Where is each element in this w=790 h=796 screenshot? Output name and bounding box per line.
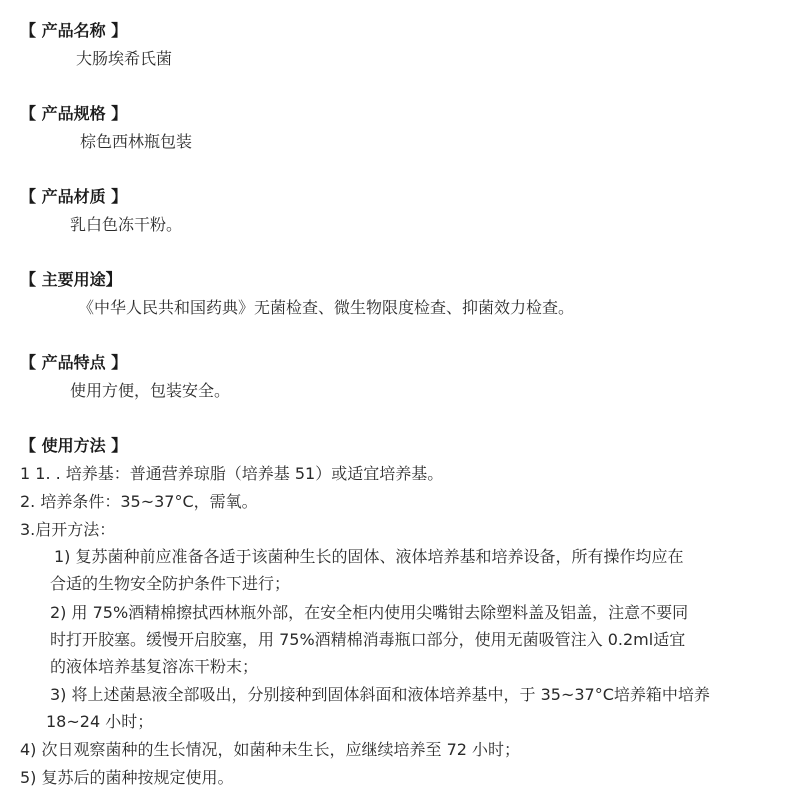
method-line: 4) 次日观察菌种的生长情况，如菌种未生长，应继续培养至 72 小时； <box>20 740 521 759</box>
method-line: 2) 用 75%酒精棉擦拭西林瓶外部，在安全柜内使用尖嘴钳去除塑料盖及铝盖，注意不要同 <box>50 603 689 622</box>
method-line: 时打开胶塞。缓慢开启胶塞，用 75%酒精棉消毒瓶口部分，使用无菌吸管注入 0.2ml适宜 <box>50 630 686 649</box>
product-features-value: 使用方便，包装安全。 <box>70 381 231 400</box>
product-spec-value: 棕色西林瓶包装 <box>80 132 193 151</box>
method-line: 1) 复苏菌种前应准备各适于该菌种生长的固体、液体培养基和培养设备，所有操作均应在 <box>54 547 684 566</box>
section-title-product-name: 【 产品名称 】 <box>20 21 128 40</box>
section-title-main-usage: 【 主要用途】 <box>20 270 122 289</box>
section-title-product-spec: 【 产品规格 】 <box>20 104 128 123</box>
method-line: 3.启开方法： <box>20 520 116 539</box>
method-line: 的液体培养基复溶冻干粉末； <box>50 657 259 676</box>
method-line: 合适的生物安全防护条件下进行； <box>50 574 291 593</box>
product-name-value: 大肠埃希氏菌 <box>76 49 173 68</box>
main-usage-value: 《中华人民共和国药典》无菌检查、微生物限度检查、抑菌效力检查。 <box>78 298 575 317</box>
method-line: 1 1. . 培养基：普通营养琼脂（培养基 51）或适宜培养基。 <box>20 464 444 483</box>
section-title-product-material: 【 产品材质 】 <box>20 187 128 206</box>
method-line: 5) 复苏后的菌种按规定使用。 <box>20 768 234 787</box>
method-line: 2. 培养条件：35~37°C，需氧。 <box>20 492 258 511</box>
section-title-usage-method: 【 使用方法 】 <box>20 436 128 455</box>
method-line: 18~24 小时； <box>46 712 154 731</box>
product-material-value: 乳白色冻干粉。 <box>70 215 183 234</box>
method-line: 3) 将上述菌悬液全部吸出，分别接种到固体斜面和液体培养基中，于 35~37°C培养箱中培养 <box>50 685 710 704</box>
section-title-product-features: 【 产品特点 】 <box>20 353 128 372</box>
